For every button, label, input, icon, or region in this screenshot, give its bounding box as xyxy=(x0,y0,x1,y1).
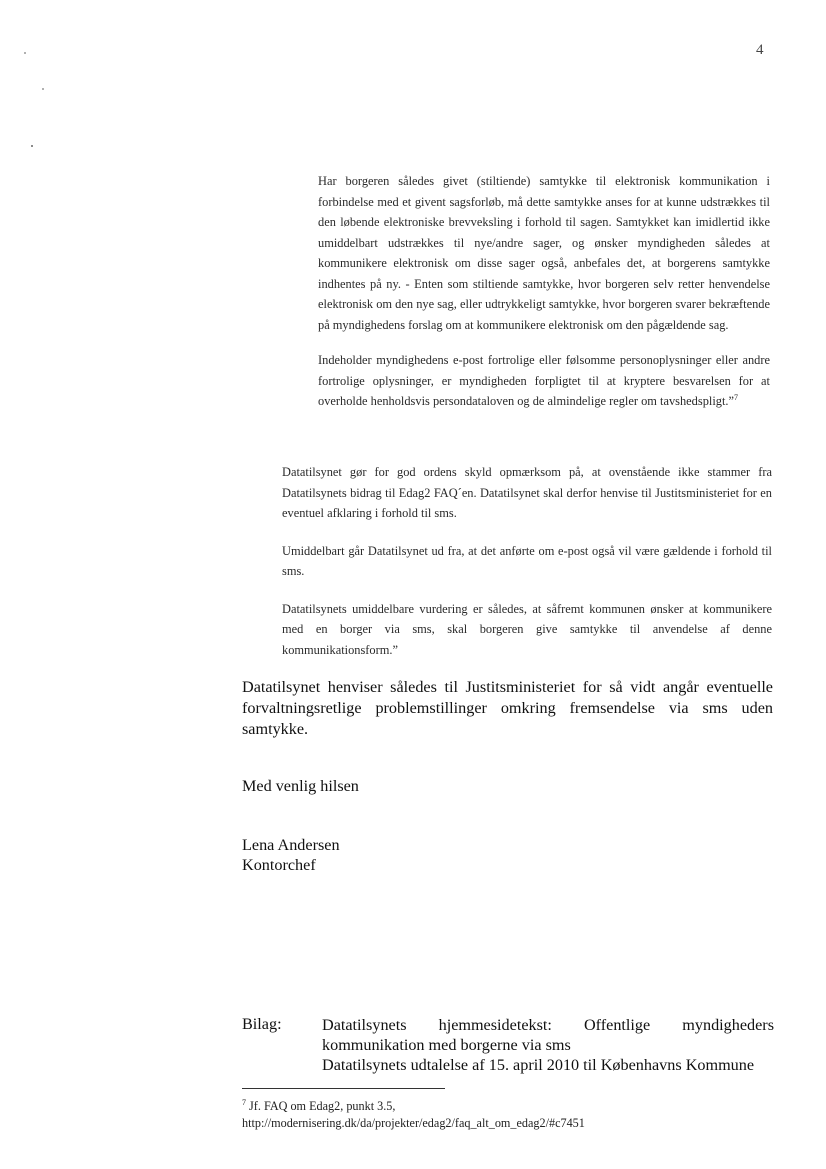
footnote-url-link[interactable]: http://modernisering.dk/da/projekter/edag2/faq_alt_om_edag2/#c7451 xyxy=(242,1116,585,1130)
attachments-list xyxy=(322,1015,774,1075)
outer-quote-paragraph: Umiddelbart går Datatilsynet ud fra, at det anførte om e-post også vil være gældende i forhold til sms. xyxy=(282,543,772,578)
scan-speck xyxy=(24,52,26,54)
signatory-title: Kontorchef xyxy=(242,856,316,874)
attachment-item: Datatilsynets hjemmesidetekst: Offentlige myndigheders kommunikation med borgerne via sms xyxy=(322,1016,774,1054)
signatory-name: Lena Andersen xyxy=(242,836,340,854)
footnote-text: Jf. FAQ om Edag2, punkt 3.5, xyxy=(249,1099,396,1113)
footnote xyxy=(242,1098,762,1132)
scan-speck xyxy=(42,88,44,90)
inner-quote-paragraph xyxy=(318,350,770,412)
page-number: 4 xyxy=(756,42,764,58)
scan-speck xyxy=(31,145,33,147)
attachments-label: Bilag: xyxy=(242,1015,282,1033)
main-paragraph: Datatilsynet henviser således til Justitsministeriet for så vidt angår eventuelle forvaltningsretlige problemstillinger omkring fremsendelse via sms uden samtykke. xyxy=(242,678,773,738)
footnote-line xyxy=(242,1098,762,1115)
attachment-item: Datatilsynets udtalelse af 15. april 2010 til Københavns Kommune xyxy=(322,1056,755,1074)
footnote-divider xyxy=(242,1088,445,1089)
inner-quote-paragraph-text: Indeholder myndighedens e-post fortrolige eller følsomme personoplysninger eller andre fortrolige oplysninger, er myndigheden forpligtet til at kryptere besvarelsen for at overholde henholdsvis persondataloven og de almindelige regler om tavshedspligt.” xyxy=(318,353,770,408)
signature-block xyxy=(242,835,340,875)
footnote-number: 7 xyxy=(242,1097,246,1107)
inner-quote-paragraph: Har borgeren således givet (stiltiende) samtykke til elektronisk kommunikation i forbindelse med et givent sagsforløb, må dette samtykke anses for at kunne udstrækkes til den løbende elektroniske brevveksling i forhold til sagen. Samtykket kan imidlertid ikke umiddelbart udstrækkes til nye/andre sager, og ønsker myndigheden således at kommunikere elektronisk om disse sager også, anbefales det, at borgerens samtykke indhentes på ny. - Enten som stiltiende samtykke, hvor borgeren selv retter henvendelse elektronisk om den nye sag, eller udtrykkeligt samtykke, hvor borgeren svarer bekræftende på myndighedens forslag om at kommunikere elektronisk om den pågældende sag. xyxy=(318,174,770,332)
footnote-reference[interactable]: 7 xyxy=(734,392,739,402)
outer-quotation xyxy=(282,462,772,677)
outer-quote-paragraph: Datatilsynet gør for god ordens skyld opmærksom på, at ovenstående ikke stammer fra Datatilsynets bidrag til Edag2 FAQ´en. Datatilsynet skal derfor henvise til Justitsministeriet for en eventuel afklaring i forhold til sms. xyxy=(282,465,772,520)
inner-quotation xyxy=(318,171,770,427)
closing-greeting: Med venlig hilsen xyxy=(242,777,359,795)
outer-quote-paragraph: Datatilsynets umiddelbare vurdering er således, at såfremt kommunen ønsker at kommunikere med en borger via sms, skal borgeren give samtykke til anvendelse af denne kommunikationsform.” xyxy=(282,601,772,657)
